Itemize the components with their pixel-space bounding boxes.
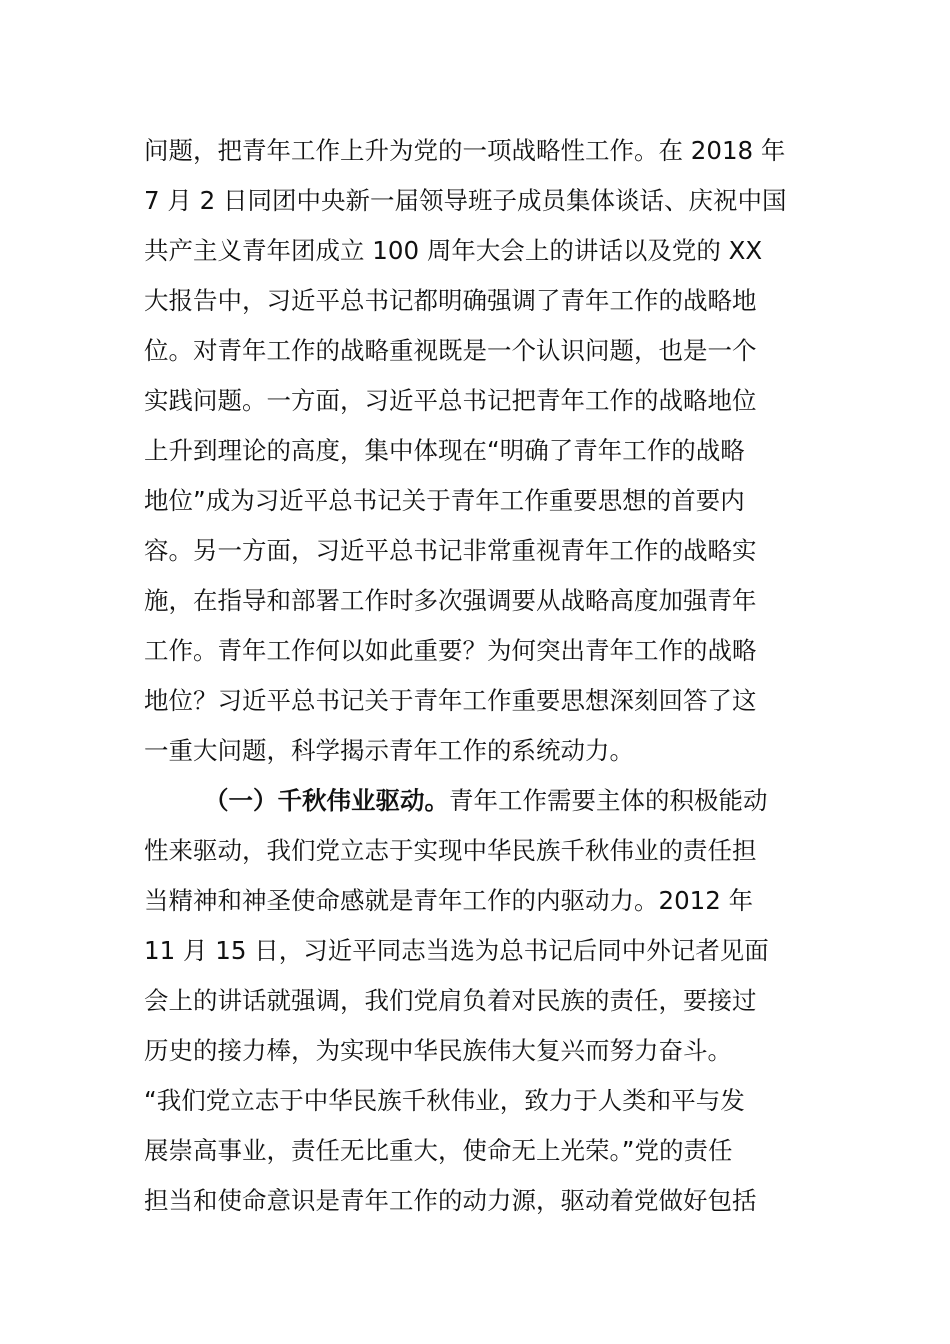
text-line: 历史的接力棒，为实现中华民族伟大复兴而努力奋斗。: [144, 1036, 732, 1065]
text-line: 地位？习近平总书记关于青年工作重要思想深刻回答了这: [144, 686, 757, 715]
text-line: 展崇高事业，责任无比重大，使命无上光荣。”党的责任: [144, 1136, 733, 1165]
text-line: 大报告中，习近平总书记都明确强调了青年工作的战略地: [144, 286, 757, 315]
text-line: 实践问题。一方面，习近平总书记把青年工作的战略地位: [144, 386, 757, 415]
heading-line-text: 青年工作需要主体的积极能动: [449, 786, 768, 815]
text-line: 性来驱动，我们党立志于实现中华民族千秋伟业的责任担: [144, 836, 757, 865]
section-heading-line: [144, 776, 814, 826]
body-text: [144, 126, 814, 1226]
text-line: 11 月 15 日，习近平同志当选为总书记后同中外记者见面: [144, 936, 769, 965]
section-heading: （一）千秋伟业驱动。: [204, 786, 449, 815]
text-line: 担当和使命意识是青年工作的动力源，驱动着党做好包括: [144, 1186, 757, 1215]
text-line: 工作。青年工作何以如此重要？为何突出青年工作的战略: [144, 636, 757, 665]
text-line: 施，在指导和部署工作时多次强调要从战略高度加强青年: [144, 586, 757, 615]
text-line: 一重大问题，科学揭示青年工作的系统动力。: [144, 736, 634, 765]
text-line: 当精神和神圣使命感就是青年工作的内驱动力。2012 年: [144, 886, 754, 915]
text-line: 问题，把青年工作上升为党的一项战略性工作。在 2018 年: [144, 136, 786, 165]
text-line: 容。另一方面，习近平总书记非常重视青年工作的战略实: [144, 536, 757, 565]
text-line: 会上的讲话就强调，我们党肩负着对民族的责任，要接过: [144, 986, 757, 1015]
text-line: 共产主义青年团成立 100 周年大会上的讲话以及党的 XX: [144, 236, 763, 265]
text-line: 上升到理论的高度，集中体现在“明确了青年工作的战略: [144, 436, 745, 465]
text-line: 位。对青年工作的战略重视既是一个认识问题，也是一个: [144, 336, 757, 365]
text-line: 地位”成为习近平总书记关于青年工作重要思想的首要内: [144, 486, 745, 515]
text-line: 7 月 2 日同团中央新一届领导班子成员集体谈话、庆祝中国: [144, 186, 787, 215]
text-line: “我们党立志于中华民族千秋伟业，致力于人类和平与发: [144, 1086, 745, 1115]
